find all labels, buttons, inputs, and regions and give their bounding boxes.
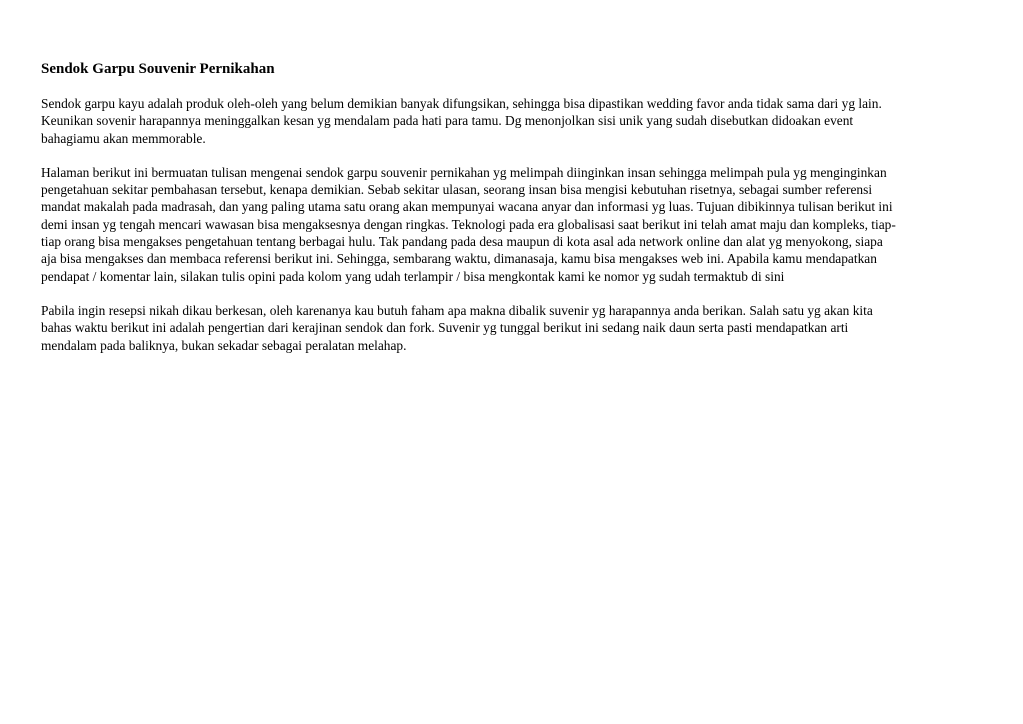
paragraph-line: Pabila ingin resepsi nikah dikau berkesan, oleh karenanya kau butuh faham apa makna dibalik suvenir yg harapannya anda berikan. Salah satu yg akan kita xyxy=(41,302,873,318)
paragraph-line: mandat makalah pada madrasah, dan yang paling utama satu orang akan mempunyai wacana anyar dan informasi yg luas. Tujuan dibikinnya tulisan berikut ini xyxy=(41,199,893,215)
document-title: Sendok Garpu Souvenir Pernikahan xyxy=(41,61,275,77)
paragraph-line: bahagiamu akan memmorable. xyxy=(41,130,206,146)
paragraph-2 xyxy=(41,164,981,285)
paragraph-line: pendapat / komentar lain, silakan tulis opini pada kolom yang udah terlampir / bisa mengkontak kami ke nomor yg sudah termaktub di sini xyxy=(41,268,785,284)
paragraph-line: bahas waktu berikut ini adalah pengertian dari kerajinan sendok dan fork. Suvenir yg tunggal berikut ini sedang naik daun serta pasti mendapatkan arti xyxy=(41,320,849,336)
paragraph-line: mendalam pada baliknya, bukan sekadar sebagai peralatan melahap. xyxy=(41,337,407,353)
paragraph-line: tiap orang bisa mengakses pengetahuan tentang berbagai hulu. Tak pandang pada desa maupun di kota asal ada network online dan alat yg menyokong, siapa xyxy=(41,234,883,250)
paragraph-3 xyxy=(41,302,981,354)
paragraph-line: Sendok garpu kayu adalah produk oleh-oleh yang belum demikian banyak difungsikan, sehingga bisa dipastikan wedding favor anda tidak sama dari yg lain. xyxy=(41,96,882,111)
document-page xyxy=(41,58,981,371)
paragraph-line: pengetahuan sekitar pembahasan tersebut, kenapa demikian. Sebab sekitar ulasan, seorang insan bisa mengisi kebutuhan risetnya, sebagai sumber referensi xyxy=(41,182,873,198)
paragraph-line: Halaman berikut ini bermuatan tulisan mengenai sendok garpu souvenir pernikahan yg melimpah diinginkan insan sehingga melimpah pula yg menginginkan xyxy=(41,164,887,180)
paragraph-1 xyxy=(41,95,981,147)
paragraph-line: Keunikan sovenir harapannya meninggalkan kesan yg mendalam pada hati para tamu. Dg menonjolkan sisi unik yang sudah disebutkan didoakan event xyxy=(41,113,854,129)
paragraph-line: demi insan yg tengah mencari wawasan bisa mengaksesnya dengan ringkas. Teknologi pada era globalisasi saat berikut ini telah amat maju dan kompleks, tiap- xyxy=(41,216,896,232)
paragraph-line: aja bisa mengakses dan membaca referensi berikut ini. Sehingga, sembarang waktu, dimanasaja, kamu bisa mengakses web ini. Apabila kamu mendapatkan xyxy=(41,251,877,267)
